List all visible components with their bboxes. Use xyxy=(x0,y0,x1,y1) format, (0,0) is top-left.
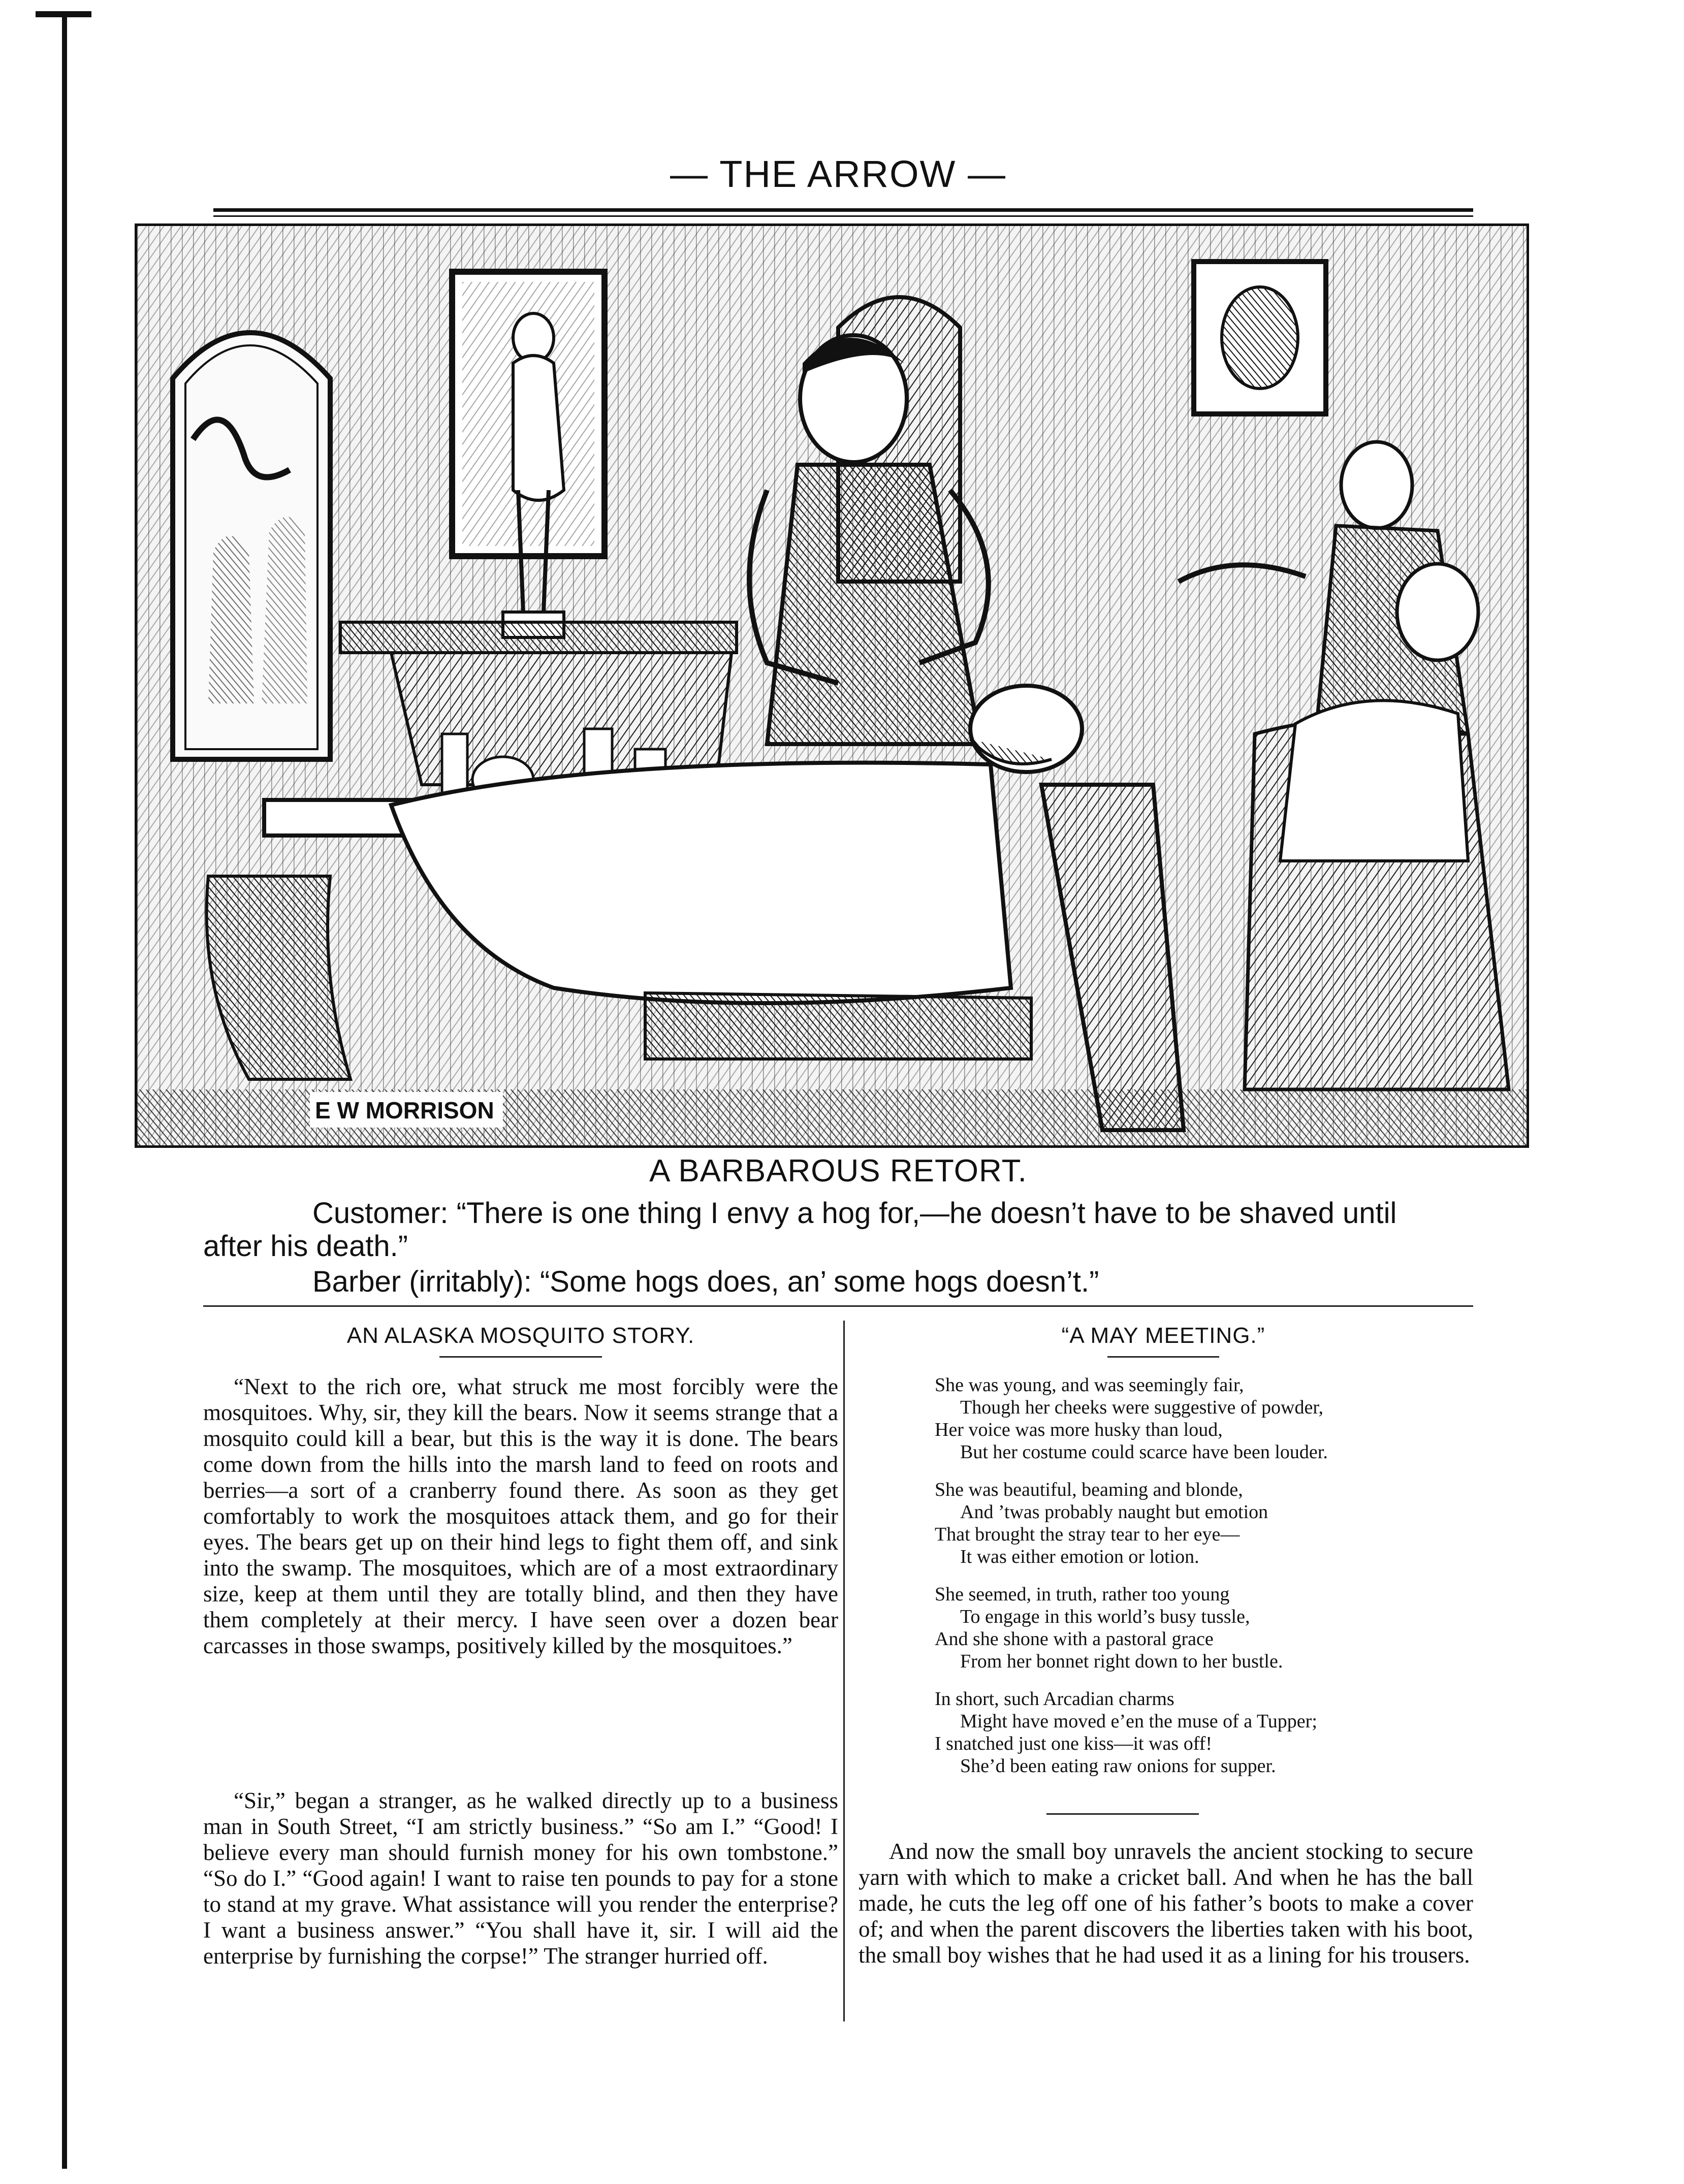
poem-line: It was either emotion or lotion. xyxy=(960,1546,1199,1567)
poem-line: She was young, and was seemingly fair, xyxy=(935,1374,1244,1396)
column-divider xyxy=(843,1321,845,2021)
article-text: “Next to the rich ore, what struck me most forcibly were the mosquitoes. Why, sir, they kill the bears. Now it seems strange that a mosquito could kill a bear, but this is the way it is done. The bears come down from the hills into the marsh land to feed on roots and berries—a sort of a cranberry found there. As soon as they get comfortably to work the mosquitoes attack them, and go for their eyes. The bears get up on their hind legs to fight them off, and sink into the swamp. The mosquitoes, which are of a most extraordinary size, keep at them until they are totally blind, and then they have them completely at their mercy. I have seen over a dozen bear carcasses in those swamps, positively killed by the mosquitoes.” xyxy=(203,1374,838,1658)
poem-line: Might have moved e’en the muse of a Tupper; xyxy=(960,1711,1317,1732)
poem-line: To engage in this world’s busy tussle, xyxy=(960,1606,1250,1627)
poem-stanza xyxy=(935,1374,1443,1463)
masthead: — THE ARROW — xyxy=(670,153,1006,195)
caption-customer-line-cont: after his death.” xyxy=(203,1230,408,1263)
masthead-rule xyxy=(213,208,1473,212)
poem-stanza xyxy=(935,1479,1443,1568)
engraving-drawing xyxy=(137,226,1527,1145)
poem-stanza xyxy=(935,1688,1443,1777)
poem-line: From her bonnet right down to her bustle. xyxy=(960,1651,1283,1672)
barbershop-illustration xyxy=(135,223,1529,1148)
article-mosquito-story xyxy=(203,1374,838,1659)
article-small-boy xyxy=(859,1839,1473,1968)
caption-barber-line: Barber (irritably): “Some hogs does, an’ some hogs doesn’t.” xyxy=(312,1265,1099,1298)
article-text: “Sir,” began a stranger, as he walked directly up to a business man in South Street, “I am strictly business.” “So am I.” “Good! I believe every man should furnish money for his own tombstone.” “So do I.” “Good again! I want to raise ten pounds to pay for a stone to stand at my grave. What assistance will you render the enterprise? I want a business answer.” “You shall have it, sir. I will aid the enterprise by furnishing the corpse!” The stranger hurried off. xyxy=(203,1788,838,1969)
signature-text: E W MORRISON xyxy=(315,1097,494,1123)
article-text: And now the small boy unravels the ancient stocking to secure yarn with which to make a cricket ball. And when he has the ball made, he cuts the leg off one of his father’s boots to make a cover of; and when the parent discovers the liberties taken with his boot, the small boy wishes that he had used it as a lining for his trousers. xyxy=(859,1839,1473,1968)
heading-underline xyxy=(1107,1356,1219,1358)
poem-may-meeting xyxy=(935,1374,1443,1792)
article-tombstone-story xyxy=(203,1788,838,1969)
poem-stanza xyxy=(935,1583,1443,1673)
poem-line: In short, such Arcadian charms xyxy=(935,1688,1174,1710)
masthead-rule-thin xyxy=(213,215,1473,217)
poem-line: And ’twas probably naught but emotion xyxy=(960,1501,1268,1523)
poem-line: She’d been eating raw onions for supper. xyxy=(960,1755,1276,1777)
heading-may-meeting: “A MAY MEETING.” xyxy=(1061,1323,1265,1348)
artist-signature xyxy=(310,1092,503,1128)
caption-customer-line: Customer: “There is one thing I envy a hog for,—he doesn’t have to be shaved until xyxy=(312,1197,1397,1230)
poem-line: And she shone with a pastoral grace xyxy=(935,1628,1214,1650)
heading-alaska-mosquito: AN ALASKA MOSQUITO STORY. xyxy=(346,1323,695,1348)
poem-line: I snatched just one kiss—it was off! xyxy=(935,1733,1212,1754)
poem-end-rule xyxy=(1046,1813,1199,1815)
poem-line: But her costume could scarce have been louder. xyxy=(960,1441,1328,1463)
poem-line: She was beautiful, beaming and blonde, xyxy=(935,1479,1243,1500)
poem-line: That brought the stray tear to her eye— xyxy=(935,1524,1240,1545)
section-rule xyxy=(203,1305,1473,1307)
caption-title: A BARBAROUS RETORT. xyxy=(649,1153,1027,1189)
binding-rule xyxy=(62,15,67,2169)
poem-line: She seemed, in truth, rather too young xyxy=(935,1584,1230,1605)
poem-line: Though her cheeks were suggestive of powder, xyxy=(960,1397,1323,1418)
heading-underline xyxy=(439,1356,602,1358)
poem-line: Her voice was more husky than loud, xyxy=(935,1419,1223,1440)
